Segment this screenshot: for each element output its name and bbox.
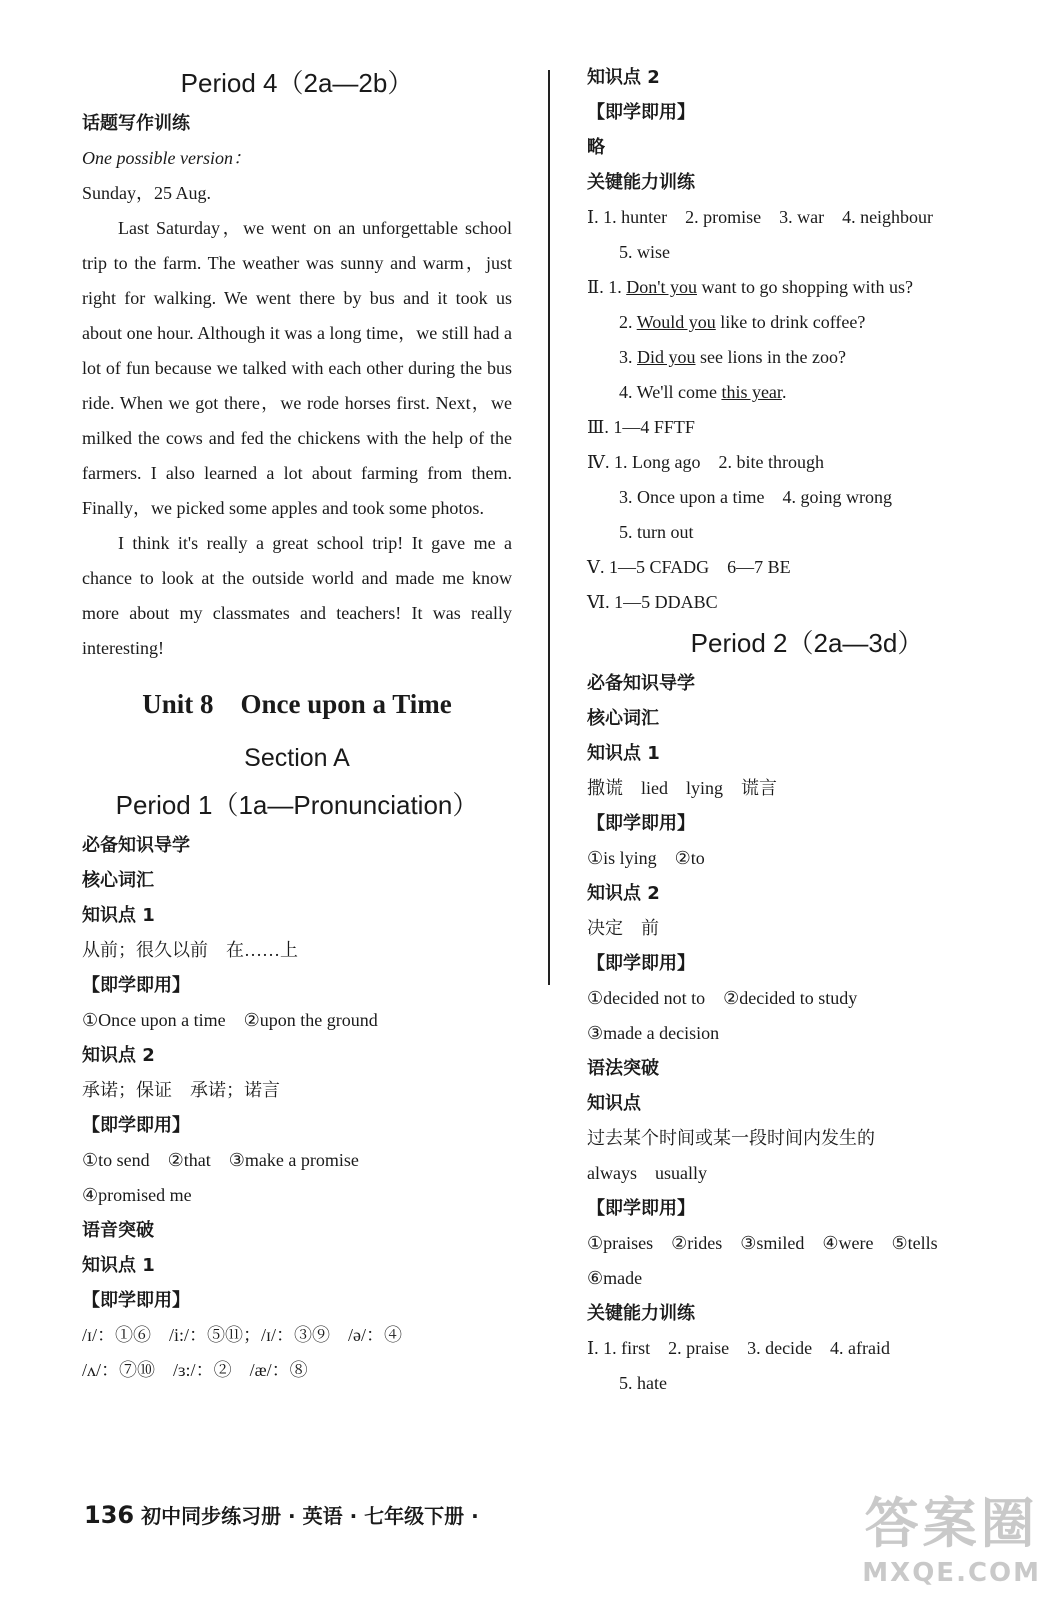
yufa-words: always usually — [587, 1163, 707, 1183]
unit-title: Unit 8 Once upon a Time — [142, 689, 452, 719]
right-column — [587, 60, 1027, 1401]
phonetic-answers-1: /ɪ/：①⑥ /i:/：⑤⑪；/ɪ/：③⑨ /ə/：④ — [82, 1325, 402, 1345]
kp2-text: 承诺；保证 承诺；诺言 — [82, 1080, 280, 1100]
row5-underline: this year — [721, 382, 782, 402]
answer-row-9: 5. turn out — [619, 522, 694, 542]
kp2-answers-1: ①decided not to ②decided to study — [587, 988, 858, 1008]
letter-date: Sunday，25 Aug. — [82, 183, 212, 203]
row2-underline: Don't you — [626, 277, 697, 297]
knowledge-point-2: 知识点 2 — [587, 67, 660, 88]
answer-row-2 — [587, 270, 1027, 305]
page-footer — [84, 1500, 479, 1529]
jixue-label-1: 【即学即用】 — [82, 975, 190, 996]
yufa-label: 语法突破 — [587, 1058, 659, 1079]
kp1-answers: ①Once upon a time ②upon the ground — [82, 1010, 378, 1030]
knowledge-point-1: 知识点 1 — [587, 743, 660, 764]
row5-post: . — [781, 382, 787, 402]
column-divider — [548, 70, 550, 985]
jixue-label-4: 【即学即用】 — [587, 1198, 695, 1219]
answer-row-6: Ⅲ. 1—4 FFTF — [587, 417, 695, 437]
yufa-answers-1: ①praises ②rides ③smiled ④were ⑤tells — [587, 1233, 938, 1253]
kp2-answers-1: ①to send ②that ③make a promise — [82, 1150, 359, 1170]
final-row-2: 5. hate — [619, 1373, 667, 1393]
row3-rest: like to drink coffee? — [720, 312, 866, 332]
answer-row-10: Ⅴ. 1—5 CFADG 6—7 BE — [587, 557, 791, 577]
bibei-label: 必备知识导学 — [587, 673, 695, 694]
answer-row-4 — [587, 340, 1027, 375]
watermark — [862, 1481, 1041, 1588]
jixue-label-2: 【即学即用】 — [82, 1115, 190, 1136]
jixue-label-2: 【即学即用】 — [587, 813, 695, 834]
answer-row-8: 3. Once upon a time 4. going wrong — [619, 487, 892, 507]
knowledge-point: 知识点 — [587, 1093, 641, 1114]
jixue-label-3: 【即学即用】 — [587, 953, 695, 974]
period2-title: Period 2（2a—3d） — [690, 628, 924, 658]
answer-row-11: Ⅵ. 1—5 DDABC — [587, 592, 718, 612]
row4-underline: Did you — [637, 347, 696, 367]
kp1-text: 从前；很久以前 在……上 — [82, 940, 298, 960]
hexin-label: 核心词汇 — [82, 870, 154, 891]
kp1-answers: ①is lying ②to — [587, 848, 705, 868]
answer-row-1: Ⅰ. 1. hunter 2. promise 3. war 4. neighbour — [587, 207, 934, 227]
period1-title: Period 1（1a—Pronunciation） — [115, 790, 479, 820]
yufa-answers-2: ⑥made — [587, 1268, 643, 1288]
page-number: 136 — [84, 1501, 135, 1529]
essay-paragraph-2: I think it's really a great school trip! It gave me a chance to look at the outside world and made me know more about my classmates and teachers! It was really interesting! — [82, 533, 512, 658]
kp2-answers-2: ④promised me — [82, 1185, 192, 1205]
lue-text: 略 — [587, 137, 605, 158]
kp2-answers-2: ③made a decision — [587, 1023, 720, 1043]
row4-rest: see lions in the zoo? — [700, 347, 846, 367]
row4-num: 3. — [619, 347, 633, 367]
possible-version: One possible version： — [82, 148, 251, 168]
kp1-text: 撒谎 lied lying 谎言 — [587, 778, 777, 798]
bibei-label: 必备知识导学 — [82, 835, 190, 856]
hexin-label: 核心词汇 — [587, 708, 659, 729]
answer-row-1b: 5. wise — [619, 242, 670, 262]
final-row-1: Ⅰ. 1. first 2. praise 3. decide 4. afraid — [587, 1338, 891, 1358]
book-title: 初中同步练习册 · 英语 · 七年级下册 · — [141, 1504, 479, 1528]
watermark-url: MXQE.COM — [862, 1558, 1041, 1588]
watermark-logo: 答案圈 — [864, 1492, 1039, 1555]
knowledge-point-1b: 知识点 1 — [82, 1255, 155, 1276]
left-column — [82, 60, 512, 1388]
section-title: Section A — [244, 744, 350, 772]
row3-underline: Would you — [636, 312, 716, 332]
answer-row-5 — [587, 375, 1027, 410]
knowledge-point-2b: 知识点 2 — [587, 883, 660, 904]
knowledge-point-1: 知识点 1 — [82, 905, 155, 926]
row5-pre: 4. We'll come — [619, 382, 717, 402]
yufa-text: 过去某个时间或某一段时间内发生的 — [587, 1128, 875, 1148]
yuyin-label: 语音突破 — [82, 1220, 154, 1241]
row2-num: Ⅱ. 1. — [587, 277, 622, 297]
phonetic-answers-2: /ʌ/：⑦⑩ /ɜ:/：② /æ/：⑧ — [82, 1360, 308, 1380]
answer-row-7: Ⅳ. 1. Long ago 2. bite through — [587, 452, 824, 472]
guanjian-label-2: 关键能力训练 — [587, 1303, 695, 1324]
kp2-text: 决定 前 — [587, 918, 659, 938]
row3-num: 2. — [619, 312, 633, 332]
period4-title: Period 4（2a—2b） — [180, 68, 414, 98]
jixue-label: 【即学即用】 — [587, 102, 695, 123]
jixue-label-3: 【即学即用】 — [82, 1290, 190, 1311]
essay-paragraph-1: Last Saturday，we went on an unforgettable school trip to the farm. The weather was sunny and warm，just right for walking. We went there by bus and it took us about one hour. Although it was a long time，we still had a lot of fun because we talked with each other during the bus ride. When we got there，we rode horses first. Next，we milked the cows and fed the chickens with the help of the farmers. I also learned a lot about farming from them. Finally，we picked some apples and took some photos. — [82, 218, 512, 518]
writing-label: 话题写作训练 — [82, 113, 190, 134]
answer-row-3 — [587, 305, 1027, 340]
guanjian-label: 关键能力训练 — [587, 172, 695, 193]
knowledge-point-2: 知识点 2 — [82, 1045, 155, 1066]
row2-rest: want to go shopping with us? — [701, 277, 913, 297]
